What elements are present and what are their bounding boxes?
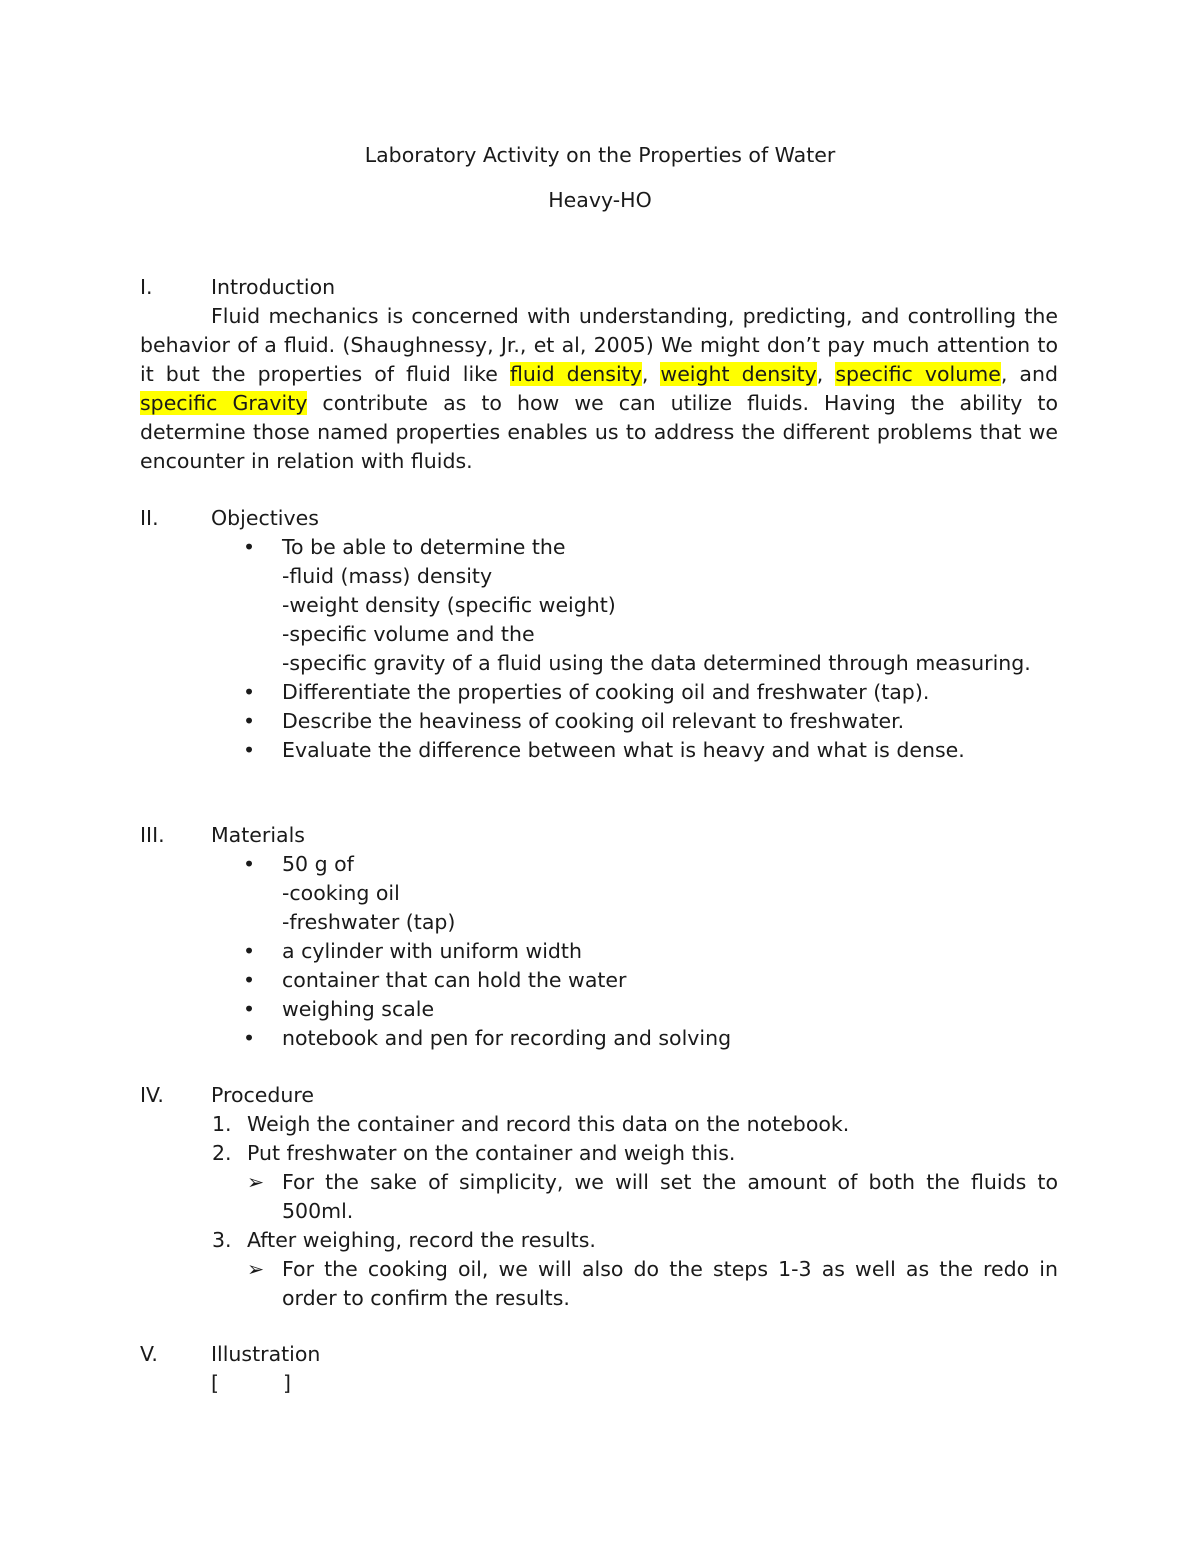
intro-text-continued: contribute as to how we can utilize fluids. Having the ability to determine those named properties enables us to address the different problems that we encounter in relation with fluids. (140, 391, 1058, 473)
separator: , and (1000, 362, 1058, 386)
step-number: 1. (212, 1112, 232, 1136)
list-item-text: weighing scale (282, 997, 435, 1021)
document-subtitle: Heavy-HO (548, 188, 652, 212)
section-heading (140, 1081, 1058, 1110)
sub-item: -fluid (mass) density (282, 564, 493, 588)
highlight-weight-density: weight density (660, 362, 817, 386)
arrow-bullet-icon: ➢ (247, 1257, 265, 1281)
list-item (211, 966, 1058, 995)
section-introduction (140, 273, 1058, 476)
procedure-step (211, 1139, 1058, 1168)
list-item (211, 678, 1058, 707)
close-bracket: ] (283, 1371, 291, 1395)
step-note-text: For the sake of simplicity, we will set the amount of both the fluids to 500ml. (282, 1170, 1058, 1223)
bullet-icon: • (243, 997, 256, 1021)
section-number: V. (140, 1342, 158, 1366)
section-heading (140, 821, 1058, 850)
separator: , (641, 362, 661, 386)
list-item-text: Differentiate the properties of cooking oil and freshwater (tap). (282, 680, 930, 704)
section-number: IV. (140, 1083, 164, 1107)
step-number: 3. (212, 1228, 232, 1252)
step-note (211, 1168, 1058, 1226)
highlight-specific-gravity: specific Gravity (140, 391, 308, 415)
section-materials (140, 821, 1058, 1053)
step-number: 2. (212, 1141, 232, 1165)
section-title: Objectives (211, 506, 319, 530)
section-title: Materials (211, 823, 305, 847)
list-item (211, 736, 1058, 765)
separator: , (816, 362, 836, 386)
open-bracket: [ (211, 1371, 219, 1395)
list-item-text: Describe the heaviness of cooking oil relevant to freshwater. (282, 709, 905, 733)
section-title: Procedure (211, 1083, 315, 1107)
sub-item: -freshwater (tap) (282, 910, 456, 934)
highlight-specific-volume: specific volume (835, 362, 1001, 386)
objectives-list (211, 533, 1058, 765)
section-number: II. (140, 506, 159, 530)
section-number: III. (140, 823, 165, 847)
section-illustration (140, 1340, 1058, 1398)
section-objectives (140, 504, 1058, 765)
procedure-step (211, 1110, 1058, 1139)
procedure-list (211, 1110, 1058, 1313)
step-note (211, 1255, 1058, 1313)
list-item-text: container that can hold the water (282, 968, 627, 992)
materials-list (211, 850, 1058, 1053)
bullet-icon: • (243, 1026, 256, 1050)
section-heading (140, 273, 1058, 302)
list-item (211, 1024, 1058, 1053)
sub-item: -specific gravity of a fluid using the data determined through measuring. (282, 651, 1031, 675)
list-item (211, 533, 1058, 562)
list-item (211, 707, 1058, 736)
section-heading (140, 1340, 1058, 1369)
section-heading (140, 504, 1058, 533)
list-item-text: Evaluate the difference between what is heavy and what is dense. (282, 738, 965, 762)
step-text: Weigh the container and record this data on the notebook. (247, 1112, 850, 1136)
illustration-placeholder (211, 1369, 1058, 1398)
sub-item: -cooking oil (282, 881, 400, 905)
list-item-text: 50 g of (282, 852, 354, 876)
step-text: After weighing, record the results. (247, 1228, 596, 1252)
list-item (211, 850, 1058, 879)
bullet-icon: • (243, 738, 256, 762)
step-note-text: For the cooking oil, we will also do the steps 1-3 as well as the redo in order to confirm the results. (282, 1257, 1058, 1310)
list-item (211, 995, 1058, 1024)
highlight-fluid-density: fluid density (509, 362, 642, 386)
introduction-paragraph (140, 302, 1058, 476)
section-title: Introduction (211, 275, 336, 299)
bullet-icon: • (243, 535, 256, 559)
procedure-step (211, 1226, 1058, 1255)
bullet-icon: • (243, 852, 256, 876)
list-item (211, 937, 1058, 966)
bullet-icon: • (243, 939, 256, 963)
intro-text: Fluid mechanics is concerned with understanding, predicting, and controlling the behavior of a fluid. (Shaughnessy, Jr., et al, 2005) We might don’t pay much attention to it but the properties of fluid like (140, 304, 1058, 386)
list-item-text: notebook and pen for recording and solving (282, 1026, 732, 1050)
bullet-icon: • (243, 709, 256, 733)
sub-item: -weight density (specific weight) (282, 593, 616, 617)
document-title: Laboratory Activity on the Properties of Water (364, 143, 836, 167)
list-item-text: To be able to determine the (282, 535, 566, 559)
arrow-bullet-icon: ➢ (247, 1170, 265, 1194)
bullet-icon: • (243, 968, 256, 992)
step-text: Put freshwater on the container and weigh this. (247, 1141, 736, 1165)
section-number: I. (140, 275, 153, 299)
section-procedure (140, 1081, 1058, 1313)
section-title: Illustration (211, 1342, 321, 1366)
bullet-icon: • (243, 680, 256, 704)
list-item-text: a cylinder with uniform width (282, 939, 582, 963)
sub-item: -specific volume and the (282, 622, 535, 646)
